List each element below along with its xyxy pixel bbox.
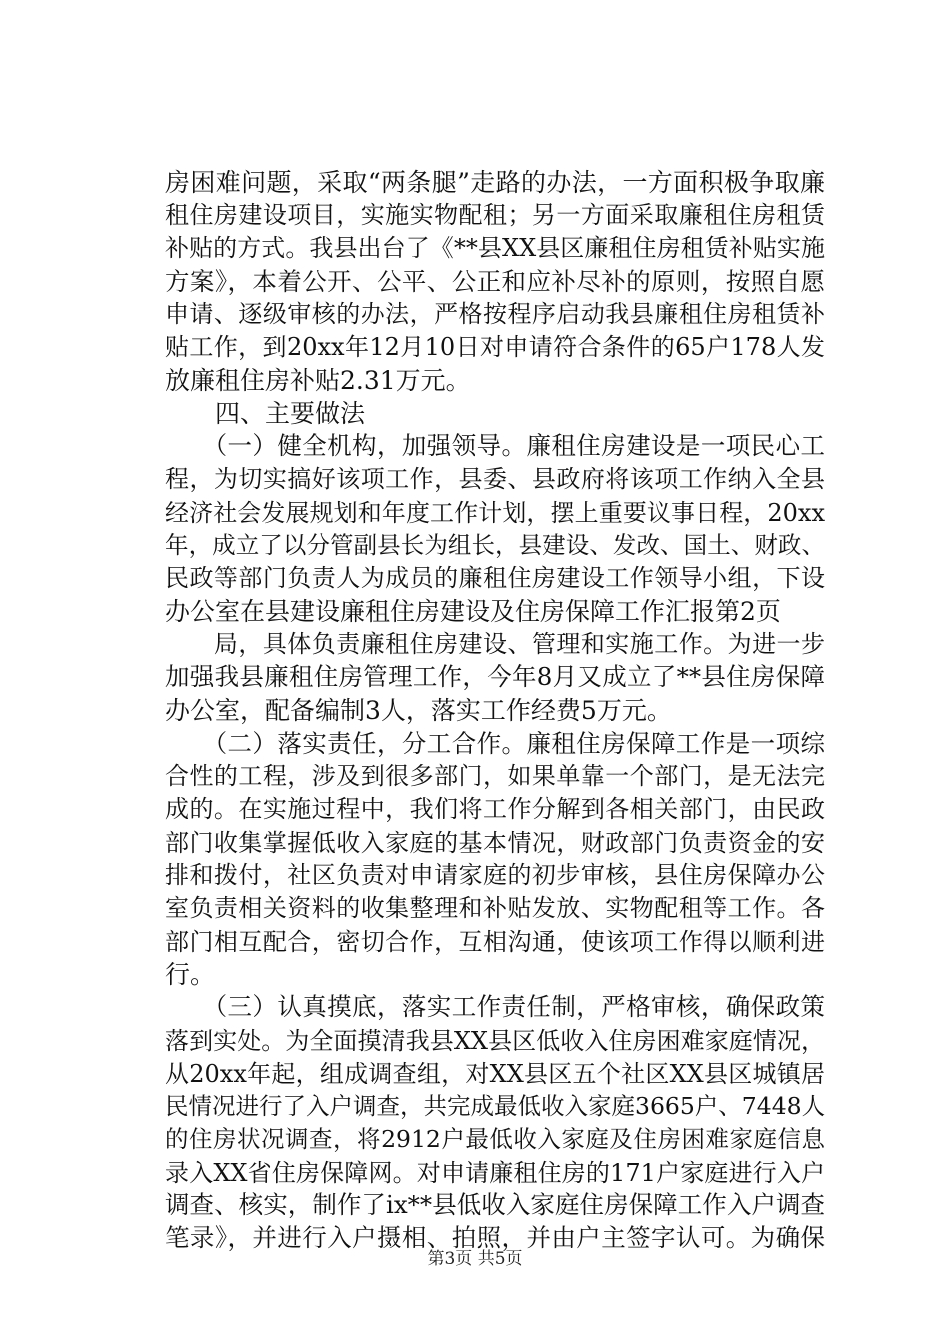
text-line: 加强我县廉租住房管理工作，今年8月又成立了**县住房保障	[165, 662, 825, 692]
text-line: 成的。在实施过程中，我们将工作分解到各相关部门，由民政	[165, 795, 825, 823]
text-line: 办公室，配备编制3人，落实工作经费5万元。	[165, 695, 672, 725]
text-line: 房困难问题，采取“两条腿”走路的办法，一方面积极争取廉	[165, 167, 825, 197]
text-line: 调查、核实，制作了ix**县低收入家庭住房保障工作入户调查	[165, 1190, 825, 1220]
text-line: 录入XX省住房保障网。对申请廉租住房的171户家庭进行入户	[165, 1158, 825, 1187]
text-line: 方案》，本着公开、公平、公正和应补尽补的原则，按照自愿	[165, 266, 825, 296]
text-line: 部门收集掌握低收入家庭的基本情况，财政部门负责资金的安	[165, 828, 825, 857]
text-line: （三）认真摸底，落实工作责任制，严格审核，确保政策	[165, 992, 825, 1022]
text-line: 民政等部门负责人为成员的廉租住房建设工作领导小组，下设	[165, 564, 825, 593]
text-line: 落到实处。为全面摸清我县XX县区低收入住房困难家庭情况，	[165, 1026, 825, 1055]
section-heading: 四、主要做法	[165, 398, 366, 428]
text-line: 民情况进行了入户调查，共完成最低收入家庭3665户、7448人	[165, 1092, 826, 1121]
text-line: 年，成立了以分管副县长为组长，县建设、发改、国土、财政、	[165, 531, 825, 560]
text-line: 部门相互配合，密切合作，互相沟通，使该项工作得以顺利进	[165, 927, 825, 956]
text-line: 办公室在县建设廉租住房建设及住房保障工作汇报第2页	[165, 596, 781, 626]
text-line: 程，为切实搞好该项工作，县委、县政府将该项工作纳入全县	[165, 464, 825, 493]
text-line: 租住房建设项目，实施实物配租；另一方面采取廉租住房租赁	[165, 201, 825, 230]
text-line: 补贴的方式。我县出台了《**县XX县区廉租住房租赁补贴实施	[165, 234, 825, 262]
text-line: （二）落实责任，分工合作。廉租住房保障工作是一项综	[165, 728, 825, 758]
text-line: 排和拨付，社区负责对申请家庭的初步审核，县住房保障办公	[165, 861, 825, 890]
text-line: 申请、逐级审核的办法，严格按程序启动我县廉租住房租赁补	[165, 300, 825, 329]
text-line: 合性的工程，涉及到很多部门，如果单靠一个部门，是无法完	[165, 762, 825, 791]
text-line: 行。	[165, 959, 216, 989]
text-line: 经济社会发展规划和年度工作计划，摆上重要议事日程，20xx	[165, 498, 825, 527]
text-line: （一）健全机构，加强领导。廉租住房建设是一项民心工	[165, 431, 825, 461]
text-line: 室负责相关资料的收集整理和补贴发放、实物配租等工作。各	[165, 894, 825, 923]
text-line: 从20xx年起，组成调查组，对XX县区五个社区XX县区城镇居	[165, 1059, 825, 1088]
text-line: 笔录》，并进行入户摄相、拍照，并由户主签字认可。为确保	[165, 1223, 825, 1253]
text-line: 放廉租住房补贴2.31万元。	[165, 365, 471, 395]
text-line: 贴工作，到20xx年12月10日对申请符合条件的65户178人发	[165, 333, 825, 362]
text-line: 的住房状况调查，将2912户最低收入家庭及住房困难家庭信息	[165, 1125, 825, 1154]
text-line: 局，具体负责廉租住房建设、管理和实施工作。为进一步	[165, 630, 825, 659]
page-footer: 第3页 共5页	[427, 1249, 523, 1269]
